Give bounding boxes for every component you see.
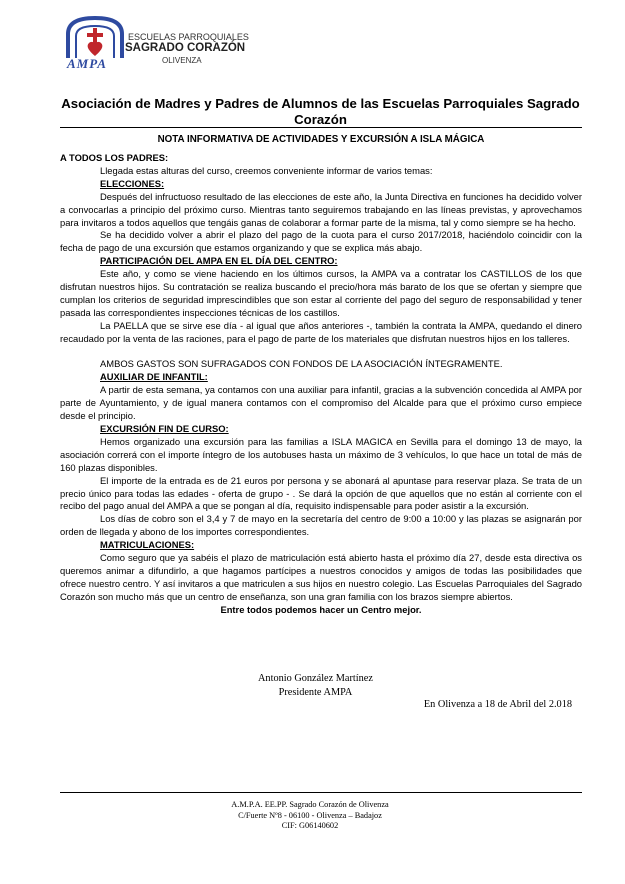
footer-line-1: A.M.P.A. EE.PP. Sagrado Corazón de Olivenza [231, 800, 389, 809]
logo-line-1: ESCUELAS PARROQUIALES [128, 32, 249, 42]
ampa-logo [58, 14, 278, 84]
closing-line: Entre todos podemos hacer un Centro mejor. [220, 603, 422, 615]
paragraph: Hemos organizado una excursión para las familias a ISLA MAGICA en Sevilla para el domingo 13 de mayo, la asociación correrá con el importe íntegro de los autobuses hasta un máximo de 3 vehículos, lo que hace un total de más de 160 plazas disponibles. [60, 435, 582, 473]
section-heading-auxiliar: AUXILIAR DE INFANTIL: [100, 371, 208, 383]
signer-name: Antonio González Martínez [258, 673, 373, 684]
footer-line-2: C/Fuerte Nº8 - 06100 - Olivenza – Badajoz [238, 810, 382, 820]
greeting: A TODOS LOS PADRES: [60, 152, 169, 163]
logo-line-2: SAGRADO CORAZÓN [125, 42, 246, 54]
paragraph: El importe de la entrada es de 21 euros por persona y se abonará al apuntase para reservar plaza. Se trata de un precio único para todas las edades - oferta de grupo - . Se dará la opción de que aquellos que no están al corriente con el recibo del pago anual del AMPA a que se pongan al día, requisito indispensable para poder asistir a la excursión. [60, 474, 582, 512]
funding-note: AMBOS GASTOS SON SUFRAGADOS CON FONDOS DE LA ASOCIACIÓN ÍNTEGRAMENTE. [100, 358, 503, 370]
section-heading-participacion: PARTICIPACIÓN DEL AMPA EN EL DÍA DEL CENTRO: [100, 255, 338, 267]
footer [160, 800, 460, 832]
letter-body [60, 152, 582, 617]
organization-title: Asociación de Madres y Padres de Alumnos de las Escuelas Parroquiales Sagrado Corazón [61, 96, 580, 127]
paragraph: Después del infructuoso resultado de las elecciones de este año, la Junta Directiva en funciones ha decidido volver a convocarlas a principio del próximo curso. Mientras tanto seguiremos trabajando en las líneas previstas, y aprovechamos para invitaros a todos aquellos que tengáis ganas de colaborar a formar parte de la misma, tal y como siempre se ha hecho. [60, 190, 582, 228]
paragraph: Como seguro que ya sabéis el plazo de matriculación está abierto hasta el próximo día 27, desde esta directiva os queremos animar a difundirlo, a que hagamos partícipes a nuestros conocidos y amigos de todas las posibilidades que ofrece nuestro centro. Y así invitaros a que matriculen a sus hijos en nuestro colegio. Las Escuelas Parroquiales del Sagrado Corazón son mucho más que un centro de enseñanza, son una gran familia con los brazos siempre abiertos. [60, 552, 582, 602]
footer-divider [60, 792, 582, 793]
place-date: En Olivenza a 18 de Abril del 2.018 [423, 699, 572, 710]
logo-line-3: OLIVENZA [162, 56, 202, 65]
paragraph: A partir de esta semana, ya contamos con una auxiliar para infantil, gracias a la subvención concedida al AMPA por parte de Ayuntamiento, y de igual manera contamos con el compromiso del Alcalde para que el próximo curso empiece desde el principio. [60, 384, 582, 422]
section-heading-matriculaciones: MATRICULACIONES: [100, 539, 195, 551]
intro-paragraph: Llegada estas alturas del curso, creemos conveniente informar de varios temas: [100, 164, 433, 176]
footer-line-3: CIF: G06140602 [281, 821, 339, 831]
paragraph: Este año, y como se viene haciendo en los últimos cursos, la AMPA va a contratar los CASTILLOS de los que disfrutan nuestros hijos. Su contratación se realiza buscando el precio/hora más barato de los que se ofertan y siempre que cumplan los criterios de seguridad imprescindibles que son estar al corriente del pago del seguro de responsabilidad y tener pasada las correspondientes inspecciones técnicas de los castillos. [60, 268, 582, 318]
header-divider [60, 127, 582, 128]
section-heading-excursion: EXCURSIÓN FIN DE CURSO: [100, 423, 229, 435]
paragraph: Los días de cobro son el 3,4 y 7 de mayo en la secretaría del centro de 9:00 a 10:00 y las plazas se asignarán por orden de llegada y abono de los importes correspondientes. [60, 513, 582, 538]
paragraph: Se ha decidido volver a abrir el plazo del pago de la cuota para el curso 2017/2018, haciéndolo coincidir con la fecha de pago de una excursión que estamos organizando y que se explica más abajo. [60, 229, 582, 254]
notice-title: NOTA INFORMATIVA DE ACTIVIDADES Y EXCURSIÓN A ISLA MÁGICA [157, 134, 485, 145]
signer-role: Presidente AMPA [278, 686, 353, 698]
logo-ampa-mark: AMPA [67, 56, 107, 71]
signature-block [258, 672, 373, 699]
section-heading-elecciones: ELECCIONES: [100, 177, 165, 189]
paragraph: La PAELLA que se sirve ese día - al igual que años anteriores -, también la contrata la AMPA, quedando el dinero recaudado por la venta de las raciones, para el pago de parte de los materiales que disfrutan nuestros hijos en los talleres. [60, 319, 582, 344]
